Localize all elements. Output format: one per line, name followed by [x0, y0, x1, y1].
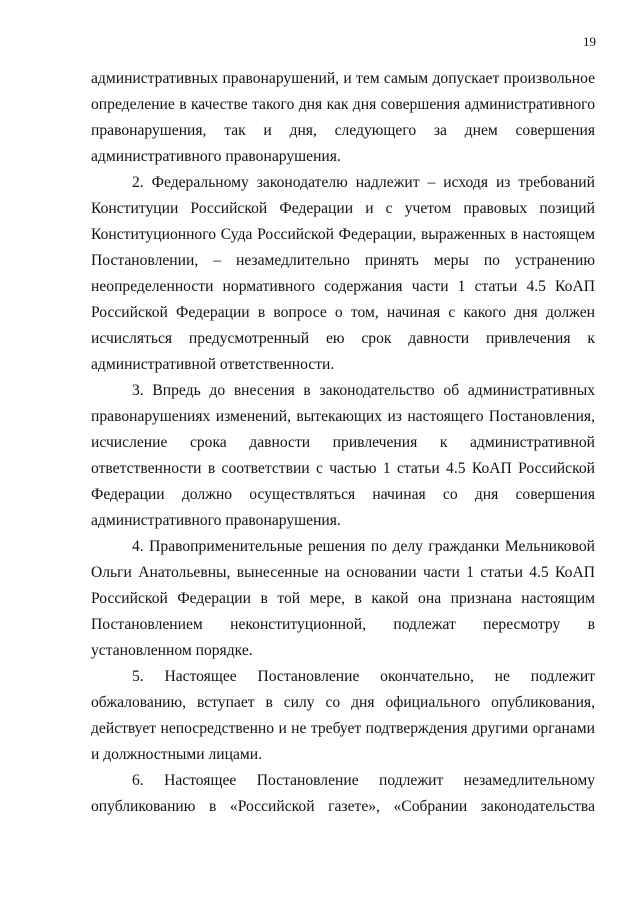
document-body [91, 66, 595, 820]
paragraph-item-6: 6. Настоящее Постановление подлежит незамедлительному опубликованию в «Российской газете», «Собрании законодательства [91, 772, 595, 815]
paragraph-item-2: 2. Федеральному законодателю надлежит – исходя из требований Конституции Российской Федерации и с учетом правовых позиций Конституционного Суда Российской Федерации, выраженных в настоящем Постановлении, – незамедлительно принять меры по устранению неопределенности нормативного содержания части 1 статьи 4.5 КоАП Российской Федерации в вопросе о том, начиная с какого дня должен исчисляться предусмотренный ею срок давности привлечения к административной ответственности. [91, 174, 595, 373]
page-number: 19 [583, 34, 596, 49]
paragraph-item-5: 5. Настоящее Постановление окончательно, не подлежит обжалованию, вступает в силу со дня официального опубликования, действует непосредственно и не требует подтверждения другими органами и должностными лицами. [91, 668, 595, 763]
paragraph-continuation: административных правонарушений, и тем самым допускает произвольное определение в качестве такого дня как дня совершения административного правонарушения, так и дня, следующего за днем совершения административного правонарушения. [91, 70, 595, 165]
paragraph-item-4: 4. Правоприменительные решения по делу гражданки Мельниковой Ольги Анатольевны, вынесенные на основании части 1 статьи 4.5 КоАП Российской Федерации в той мере, в какой она признана настоящим Постановлением неконституционной, подлежат пересмотру в установленном порядке. [91, 538, 595, 659]
paragraph-item-3: 3. Впредь до внесения в законодательство об административных правонарушениях изменений, вытекающих из настоящего Постановления, исчисление срока давности привлечения к административной ответственности в соответствии с частью 1 статьи 4.5 КоАП Российской Федерации должно осуществляться начиная со дня совершения административного правонарушения. [91, 382, 595, 529]
